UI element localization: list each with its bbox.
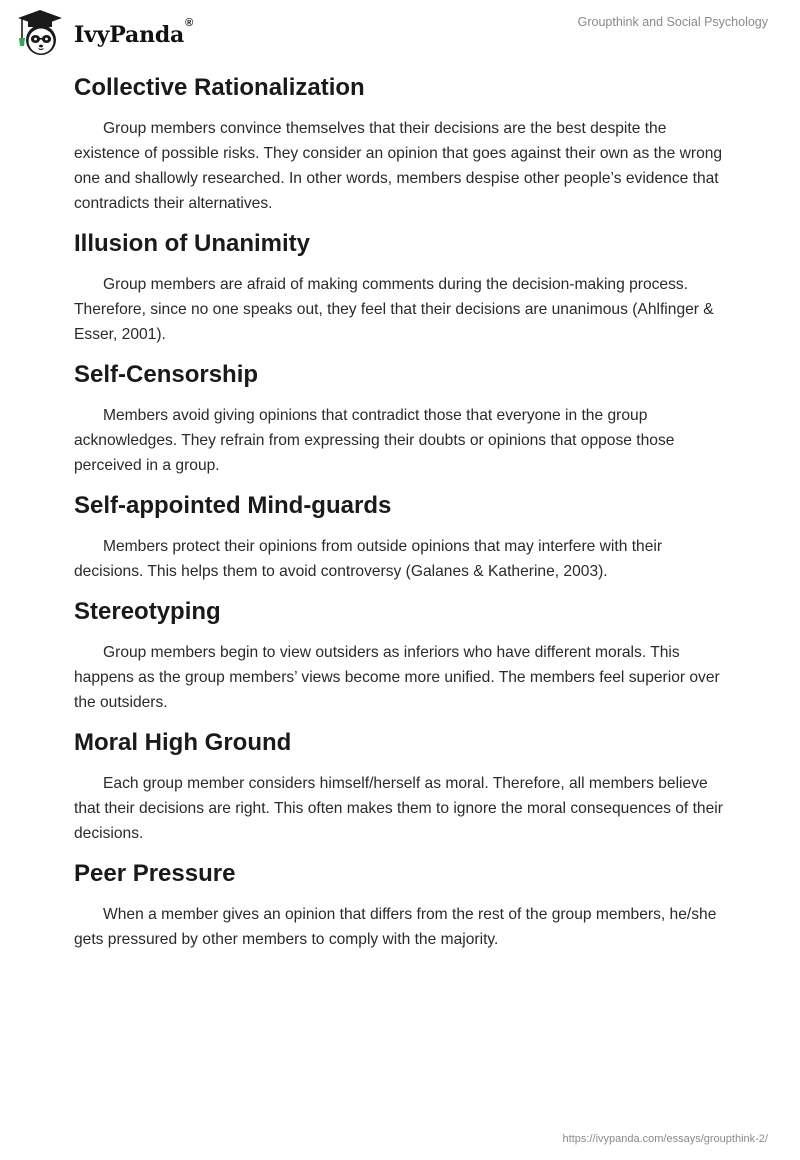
document-body [74,72,730,964]
section-paragraph: When a member gives an opinion that differs from the rest of the group members, he/she gets pressured by other members to comply with the majority. [74,906,717,948]
section-heading: Self-Censorship [74,361,259,388]
brand-name: IvyPanda® [74,17,194,48]
section-collective-rationalization [74,72,730,216]
section-paragraph: Group members are afraid of making comments during the decision-making process. Therefore, since no one speaks out, they feel that their decisions are unanimous (Ahlfinger & Esser, 2001). [74,276,714,343]
source-url[interactable]: https://ivypanda.com/essays/groupthink-2/ [562,1133,768,1145]
document-title: Groupthink and Social Psychology [577,15,768,29]
panda-graduate-icon [14,8,70,58]
section-paragraph: Members protect their opinions from outside opinions that may interfere with their decisions. This helps them to avoid controversy (Galanes & Katherine, 2003). [74,538,663,580]
section-paragraph: Group members convince themselves that their decisions are the best despite the existence of possible risks. They consider an opinion that goes against their own as the wrong one and shallowly researched. In other words, members despise other people’s evidence that contradicts their alternatives. [74,120,723,212]
section-heading: Self-appointed Mind-guards [74,492,392,519]
section-heading: Stereotyping [74,598,221,625]
registered-mark: ® [185,17,194,29]
section-mind-guards [74,490,730,584]
section-stereotyping [74,596,730,715]
section-paragraph: Group members begin to view outsiders as inferiors who have different morals. This happens as the group members’ views become more unified. The members feel superior over the outsiders. [74,644,720,711]
section-heading: Peer Pressure [74,860,236,887]
section-heading: Collective Rationalization [74,74,365,101]
section-self-censorship [74,359,730,478]
ivypanda-logo[interactable] [14,8,193,58]
section-heading: Illusion of Unanimity [74,230,311,257]
section-peer-pressure [74,858,730,952]
section-paragraph: Each group member considers himself/herself as moral. Therefore, all members believe that their decisions are right. This often makes them to ignore the moral consequences of their decisions. [74,775,723,842]
section-illusion-of-unanimity [74,228,730,347]
page-header [0,0,800,62]
section-moral-high-ground [74,727,730,846]
section-paragraph: Members avoid giving opinions that contradict those that everyone in the group acknowledges. They refrain from expressing their doubts or opinions that oppose those perceived in a group. [74,407,675,474]
section-heading: Moral High Ground [74,729,292,756]
